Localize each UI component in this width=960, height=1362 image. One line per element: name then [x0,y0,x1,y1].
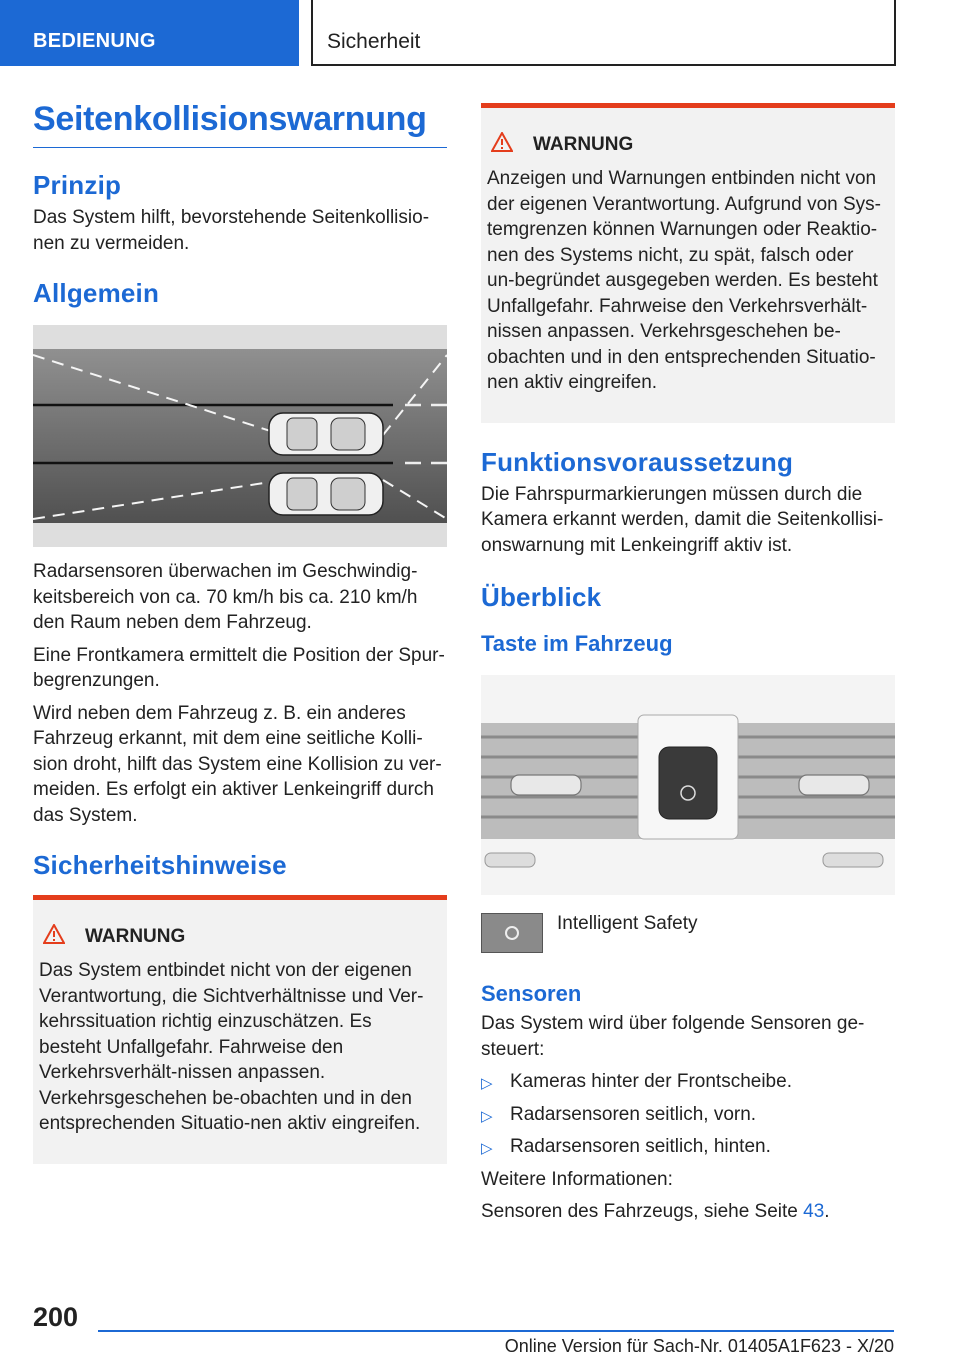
warning-triangle-icon [491,132,513,158]
heading-button: Taste im Fahrzeug [481,631,673,656]
page-number: 200 [33,1302,79,1332]
bullet-triangle-icon: ▷ [481,1140,493,1157]
list-item: ▷ Radarsensoren seitlich, hinten. [481,1134,895,1160]
sensor-list [481,1069,895,1160]
page-reference-link[interactable]: 43 [803,1201,825,1222]
warning-label: WARNUNG [85,926,186,947]
warning-text: Das System entbindet nicht von der eigenen Verantwortung, die Sichtverhältnisse und Ver-kehrssituation richtig einzuschätzen. Es besteht Unfallgefahr. Fahrweise den Verkehrsverhält-nissen anpassen. Verkehrsgeschehen be-obachten und in den entsprechenden Situatio-nen aktiv eingreifen. [39,960,424,1134]
warning-triangle-icon [43,924,65,950]
side-collision-illustration [33,325,447,547]
warning-box-right [481,103,895,423]
heading-requirements: Funktionsvoraussetzung [481,446,794,477]
principle-text: Das System hilft, bevorstehende Seitenkollisio-nen zu vermeiden. [33,207,430,254]
heading-overview: Überblick [481,582,602,612]
requirements-text: Die Fahrspurmarkierungen müssen durch die Kamera erkannt werden, damit die Seitenkollisi-onswarnung mit Lenkeingriff aktiv ist. [481,483,884,556]
button-legend [481,913,895,953]
bullet-triangle-icon: ▷ [481,1107,493,1125]
button-legend-label: Intelligent Safety [557,913,698,934]
list-item: ▷ Radarsensoren seitlich, vorn. [481,1102,895,1128]
warning-header [487,132,885,158]
road-diagram [33,325,447,547]
chapter-tab[interactable]: BEDIENUNG [0,0,299,66]
intelligent-safety-button-icon [481,913,543,953]
sensors-intro: Das System wird über folgende Sensoren ge-steuert: [481,1013,865,1060]
heading-general: Allgemein [33,278,160,308]
other-car [269,473,383,515]
right-column [481,103,895,1232]
left-column [33,100,447,1164]
section-tab[interactable]: Sicherheit [311,0,896,66]
vent-panel-diagram [481,675,895,895]
warning-label: WARNUNG [533,134,634,155]
warning-header [39,924,437,950]
page-title: Seitenkollisionswarnung [33,100,447,148]
bullet-triangle-icon: ▷ [481,1075,493,1092]
heading-sensors: Sensoren [481,981,582,1006]
footer-divider [98,1330,894,1332]
list-item: ▷ Kameras hinter der Frontscheibe. [481,1069,895,1095]
general-text-2: Eine Frontkamera ermittelt die Position der Spur-begrenzungen. [33,644,445,691]
heading-principle: Prinzip [33,170,122,200]
warning-box-left [33,895,447,1164]
online-version-text: Online Version für Sach-Nr. 01405A1F623 - X/20 [504,1336,894,1356]
general-text-1: Radarsensoren überwachen im Geschwindig-keitsbereich von ca. 70 km/h bis ca. 210 km/h den Raum neben dem Fahrzeug. [33,561,418,633]
general-text-3: Wird neben dem Fahrzeug z. B. ein anderes Fahrzeug erkannt, mit dem eine seitliche Kolli-sion droht, hilft das System eine Kollision zu ver-meiden. Es erfolgt ein aktiver Lenkeingriff durch das System. [33,702,442,826]
warning-text: Anzeigen und Warnungen entbinden nicht von der eigenen Verantwortung. Aufgrund von Sys-temgrenzen können Warnungen oder Reaktio-nen des Systems nicht, zu spät, falsch oder un-begründet ausgegeben werden. Es besteht Unfallgefahr. Fahrweise den Verkehrsverhält-nissen anpassen. Verkehrsgeschehen be-obachten und in den entsprechenden Situatio-nen aktiv eingreifen. [487,168,881,393]
heading-safety: Sicherheitshinweise [33,850,287,880]
more-info-label: Weitere Informationen: [481,1168,673,1190]
button-in-vehicle-illustration [481,675,895,895]
ego-car [269,413,383,455]
sensor-reference: Sensoren des Fahrzeugs, siehe Seite 43. [481,1201,830,1222]
